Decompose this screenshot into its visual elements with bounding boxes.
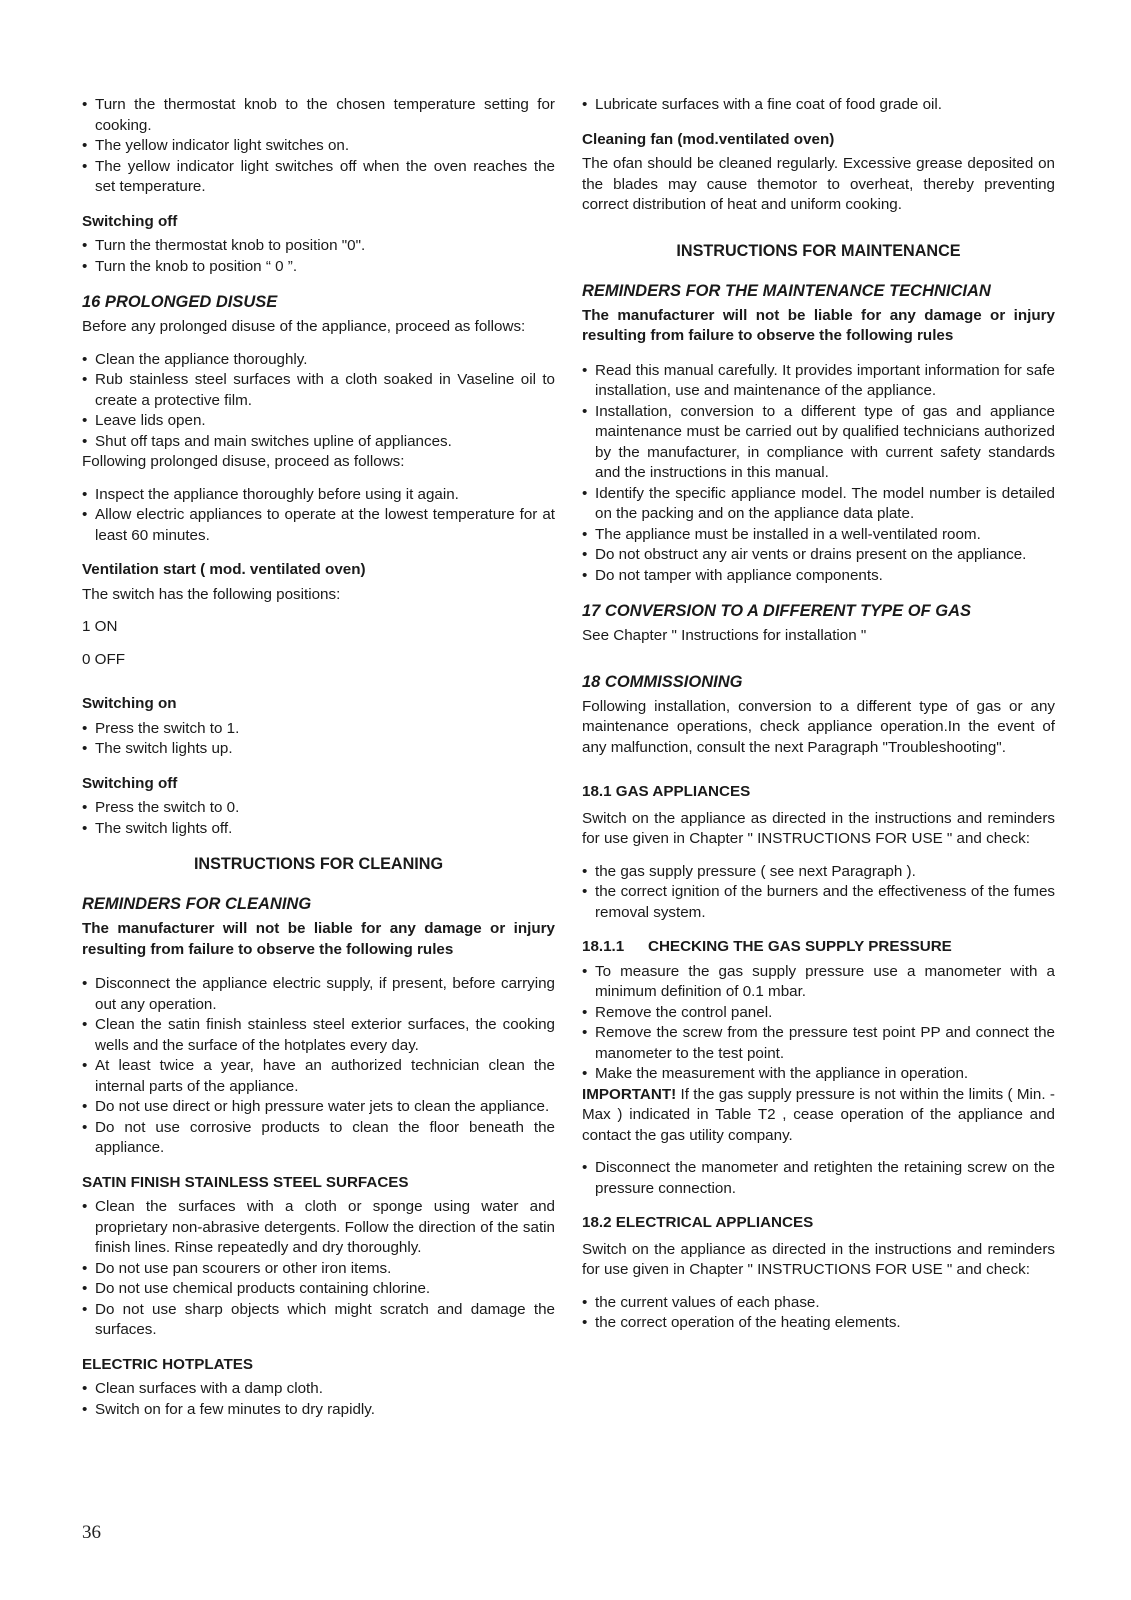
- switching-on-heading: Switching on: [82, 695, 177, 712]
- switching-off-heading-2: Switching off: [82, 774, 178, 792]
- list-item: • Clean the appliance thoroughly.: [82, 350, 555, 371]
- ventilation-heading: Ventilation start ( mod. ventilated oven): [82, 561, 366, 578]
- list-item: • The yellow indicator light switches off when the oven reaches the set temperature.: [82, 157, 555, 198]
- list-item: • Do not use sharp objects which might scratch and damage the surfaces.: [82, 1300, 555, 1341]
- satin-finish-list: [82, 1197, 555, 1341]
- list-item: • Do not use chemical products containing chlorine.: [82, 1279, 555, 1300]
- list-item: • Clean surfaces with a damp cloth.: [82, 1379, 555, 1400]
- list-item: • Do not use pan scourers or other iron items.: [82, 1259, 555, 1280]
- oven-thermostat-list: [82, 95, 555, 198]
- gas-pressure-title: CHECKING THE GAS SUPPLY PRESSURE: [648, 938, 952, 955]
- list-item: • Remove the screw from the pressure test point PP and connect the manometer to the test point.: [582, 1023, 1055, 1064]
- switch-position-off: 0 OFF: [82, 650, 126, 668]
- list-item: • The switch lights off.: [82, 819, 555, 840]
- list-item: • The switch lights up.: [82, 739, 555, 760]
- list-item: • Do not use corrosive products to clean the floor beneath the appliance.: [82, 1118, 555, 1159]
- switching-on-list: [82, 719, 555, 760]
- list-item: • Read this manual carefully. It provides important information for safe installation, use and maintenance of the appliance.: [582, 361, 1055, 402]
- commissioning-text: Following installation, conversion to a different type of gas or any maintenance operations, check appliance operation.In the event of any malfunction, consult the next Paragraph "Troubleshooting".: [582, 697, 1055, 756]
- left-column: [82, 95, 555, 1420]
- gas-appliances-text: Switch on the appliance as directed in the instructions and reminders for use given in Chapter " INSTRUCTIONS FOR USE " and check:: [582, 809, 1055, 847]
- switch-position-on: 1 ON: [82, 618, 118, 635]
- list-item: • Press the switch to 0.: [82, 798, 555, 819]
- lubricate-list: [582, 95, 1055, 116]
- list-item: • Press the switch to 1.: [82, 719, 555, 740]
- important-note: [582, 1085, 1055, 1147]
- gas-pressure-heading: [582, 937, 1055, 958]
- list-item: • At least twice a year, have an authorized technician clean the internal parts of the appliance.: [82, 1056, 555, 1097]
- hotplates-list: [82, 1379, 555, 1420]
- list-item: • Identify the specific appliance model. The model number is detailed on the packing and on the appliance data plate.: [582, 484, 1055, 525]
- cleaning-list: [82, 974, 555, 1159]
- list-item: • Clean the surfaces with a cloth or sponge using water and proprietary non-abrasive detergents. Follow the direction of the satin finish lines. Rinse repeatedly and dry thoroughly.: [82, 1197, 555, 1259]
- electrical-appliances-heading: 18.2 ELECTRICAL APPLIANCES: [582, 1214, 814, 1231]
- gas-pressure-list: [582, 962, 1055, 1085]
- important-text: If the gas supply pressure is not within the limits ( Min. - Max ) indicated in Table T2 , cease operation of the appliance and contact the gas utility company.: [582, 1085, 1055, 1144]
- list-item: • Rub stainless steel surfaces with a cloth soaked in Vaseline oil to create a protective film.: [82, 370, 555, 411]
- list-item: • To measure the gas supply pressure use a manometer with a minimum definition of 0.1 mbar.: [582, 962, 1055, 1003]
- section-17-heading: 17 CONVERSION TO A DIFFERENT TYPE OF GAS: [582, 602, 972, 620]
- section-18-heading: 18 COMMISSIONING: [582, 672, 743, 691]
- liability-notice-cleaning: The manufacturer will not be liable for any damage or injury resulting from failure to observe the following rules: [82, 920, 555, 958]
- list-item: • Shut off taps and main switches upline of appliances.: [82, 432, 555, 453]
- list-item: • Clean the satin finish stainless steel exterior surfaces, the cooking wells and the surface of the hotplates every day.: [82, 1015, 555, 1056]
- reminders-maintenance-heading: REMINDERS FOR THE MAINTENANCE TECHNICIAN: [582, 281, 991, 300]
- list-item: • Allow electric appliances to operate at the lowest temperature for at least 60 minutes.: [82, 505, 555, 546]
- list-item: • Installation, conversion to a different type of gas and appliance maintenance must be carried out by qualified technicians authorized by the manufacturer, in compliance with current safety standards and the instructions in this manual.: [582, 402, 1055, 484]
- gas-pressure-number: 18.1.1: [582, 938, 625, 955]
- reminders-cleaning-heading: REMINDERS FOR CLEANING: [82, 895, 312, 913]
- switching-off-list-2: [82, 798, 555, 839]
- page-number: 36: [82, 1522, 101, 1543]
- switching-off-heading: Switching off: [82, 212, 178, 230]
- list-item: • Lubricate surfaces with a fine coat of food grade oil.: [582, 95, 1055, 116]
- list-item: • the correct ignition of the burners and the effectiveness of the fumes removal system.: [582, 882, 1055, 923]
- list-item: • Disconnect the manometer and retighten the retaining screw on the pressure connection.: [582, 1158, 1055, 1199]
- list-item: • The appliance must be installed in a well-ventilated room.: [582, 525, 1055, 546]
- disuse-list: [82, 350, 555, 453]
- gas-appliances-heading: 18.1 GAS APPLIANCES: [582, 783, 751, 800]
- list-item: • the gas supply pressure ( see next Paragraph ).: [582, 862, 1055, 883]
- list-item: • the current values of each phase.: [582, 1293, 1055, 1314]
- important-label: IMPORTANT!: [582, 1085, 677, 1103]
- instructions-maintenance-heading: INSTRUCTIONS FOR MAINTENANCE: [676, 241, 961, 260]
- gas-check-list: [582, 862, 1055, 924]
- electrical-appliances-text: Switch on the appliance as directed in the instructions and reminders for use given in Chapter " INSTRUCTIONS FOR USE " and check:: [582, 1240, 1055, 1278]
- cleaning-fan-heading: Cleaning fan (mod.ventilated oven): [582, 130, 835, 148]
- section-16-heading: 16 PROLONGED DISUSE: [82, 293, 278, 311]
- cleaning-fan-text: The ofan should be cleaned regularly. Excessive grease deposited on the blades may cause themotor to overheat, thereby preventing correct distribution of heat and uniform cooking.: [582, 155, 1055, 213]
- manometer-list: [582, 1158, 1055, 1199]
- maintenance-list: [582, 361, 1055, 587]
- ventilation-text: The switch has the following positions:: [82, 585, 341, 603]
- electrical-check-list: [582, 1293, 1055, 1334]
- list-item: • Leave lids open.: [82, 411, 555, 432]
- electric-hotplates-heading: ELECTRIC HOTPLATES: [82, 1355, 253, 1373]
- list-item: • Inspect the appliance thoroughly before using it again.: [82, 485, 555, 506]
- liability-notice-maintenance: The manufacturer will not be liable for any damage or injury resulting from failure to observe the following rules: [582, 306, 1055, 344]
- list-item: • Make the measurement with the appliance in operation.: [582, 1064, 1055, 1085]
- list-item: • Do not obstruct any air vents or drains present on the appliance.: [582, 545, 1055, 566]
- after-disuse-list: [82, 485, 555, 547]
- list-item: • Remove the control panel.: [582, 1003, 1055, 1024]
- list-item: • Turn the knob to position “ 0 ”.: [82, 257, 555, 278]
- instructions-cleaning-heading: INSTRUCTIONS FOR CLEANING: [193, 855, 444, 873]
- satin-finish-heading: SATIN FINISH STAINLESS STEEL SURFACES: [82, 1173, 409, 1191]
- list-item: • Do not tamper with appliance components.: [582, 566, 1055, 587]
- list-item: • Turn the thermostat knob to position "0".: [82, 236, 555, 257]
- following-disuse-text: Following prolonged disuse, proceed as follows:: [82, 453, 405, 470]
- list-item: • Turn the thermostat knob to the chosen temperature setting for cooking.: [82, 95, 555, 136]
- prolonged-disuse-intro: Before any prolonged disuse of the appliance, proceed as follows:: [82, 318, 526, 335]
- list-item: • Switch on for a few minutes to dry rapidly.: [82, 1400, 555, 1421]
- right-column: [582, 95, 1055, 1334]
- switching-off-list: [82, 236, 555, 277]
- list-item: • The yellow indicator light switches on.: [82, 136, 555, 157]
- list-item: • the correct operation of the heating elements.: [582, 1313, 1055, 1334]
- list-item: • Do not use direct or high pressure water jets to clean the appliance.: [82, 1097, 555, 1118]
- section-17-text: See Chapter " Instructions for installation ": [582, 627, 867, 644]
- list-item: • Disconnect the appliance electric supply, if present, before carrying out any operation.: [82, 974, 555, 1015]
